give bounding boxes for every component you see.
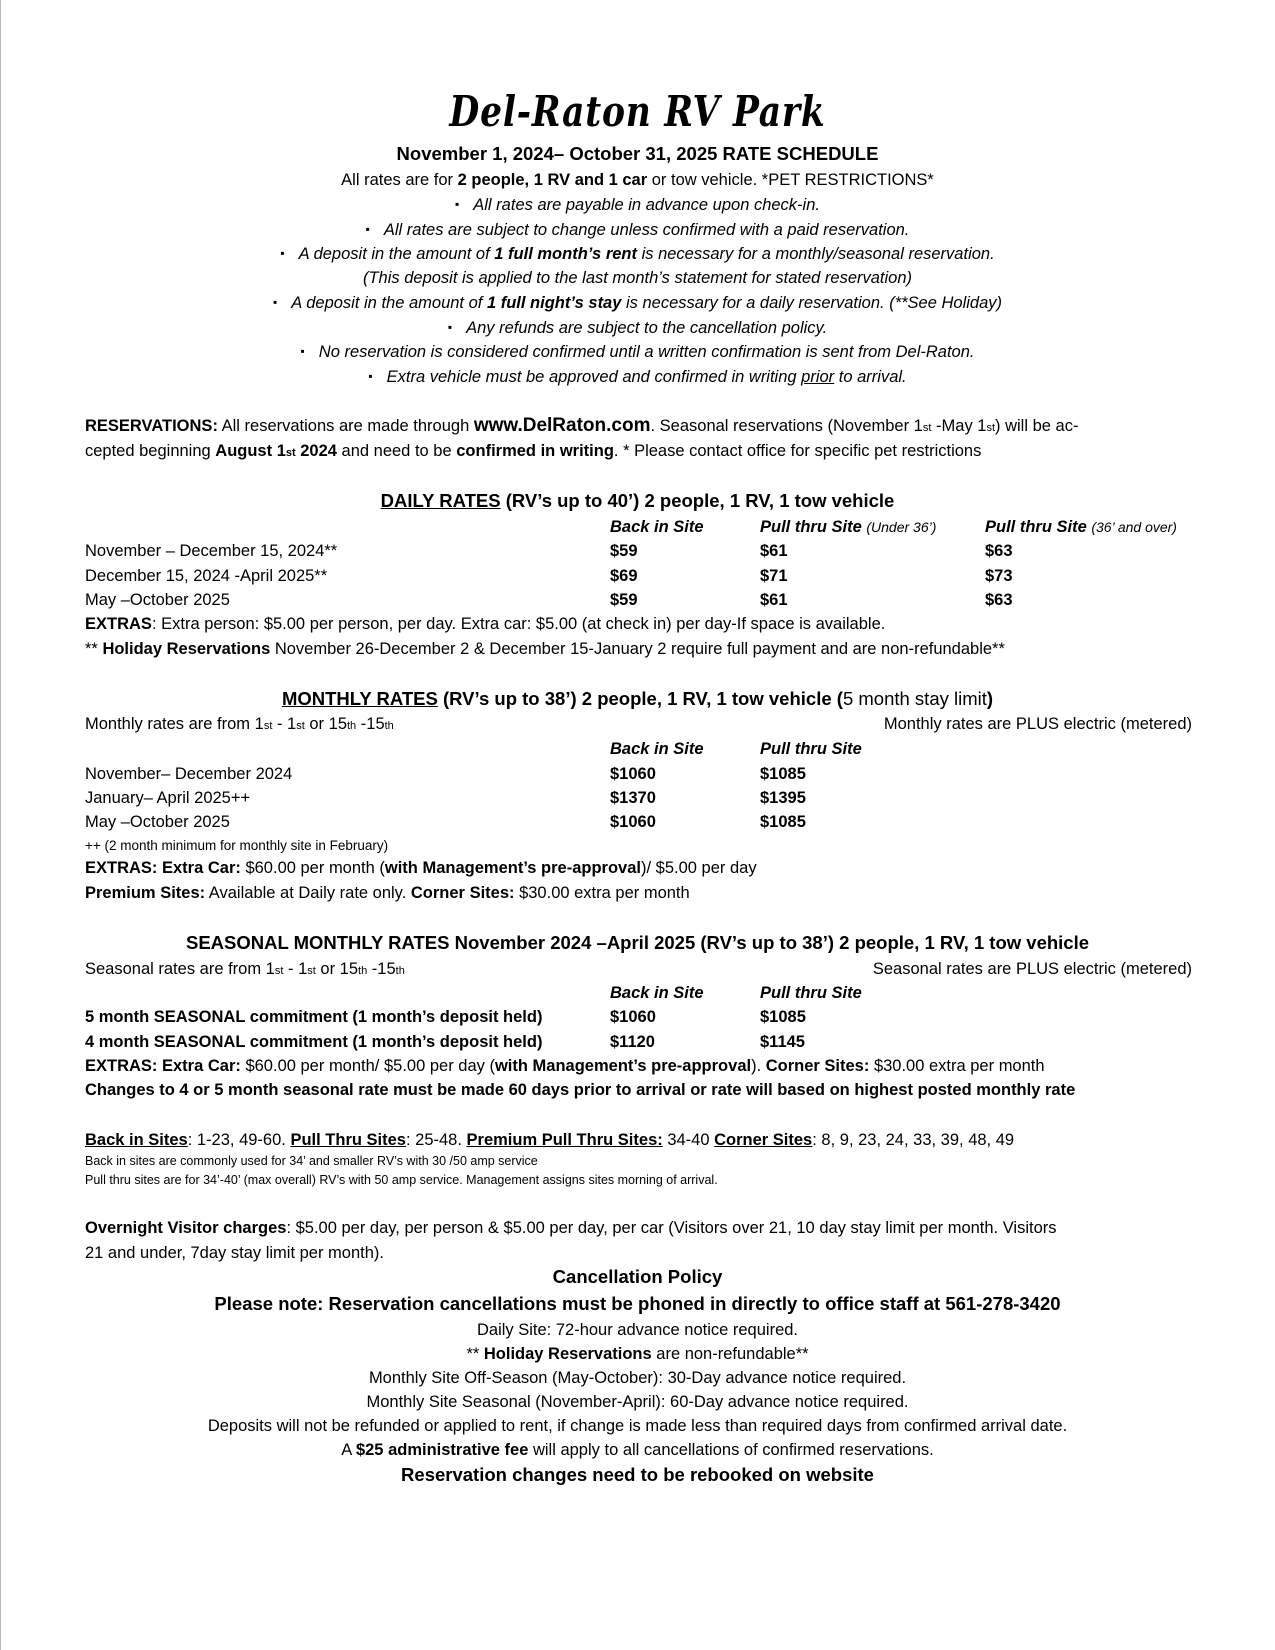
monthly-row: May –October 2025 $1060 $1085: [85, 813, 806, 831]
cancellation-offseason: Monthly Site Off-Season (May-October): 30-Day advance notice required.: [368, 1369, 907, 1387]
cancellation-deposits: Deposits will not be refunded or applied to rent, if change is made less than required days from confirmed arrival date.: [207, 1417, 1068, 1435]
seasonal-row: 4 month SEASONAL commitment (1 month’s deposit held) $1120 $1145: [85, 1033, 805, 1051]
bullet-payable: ▪ All rates are payable in advance upon check-in.: [0, 194, 1275, 215]
deposit-note: (This deposit is applied to the last month’s statement for stated reservation): [362, 269, 913, 287]
reservations-line-2: cepted beginning August 1st 2024 and need to be confirmed in writing. * Please contact office for specific pet restrictions: [85, 442, 982, 460]
visitor-charges-line-1: Overnight Visitor charges: $5.00 per day, per person & $5.00 per day, per car (Visitors over 21, 10 day stay limit per month. Visitors: [85, 1219, 1057, 1237]
daily-extras: EXTRAS: Extra person: $5.00 per person, per day. Extra car: $5.00 (at check in) per day-If space is available.: [85, 615, 886, 633]
cancellation-fee: A $25 administrative fee will apply to all cancellations of confirmed reservations.: [341, 1441, 934, 1459]
daily-row: December 15, 2024 -April 2025** $69 $71 $73: [85, 567, 1013, 585]
monthly-row: November– December 2024 $1060 $1085: [85, 765, 806, 783]
bullet-extra-vehicle: ▪ Extra vehicle must be approved and confirmed in writing prior to arrival.: [0, 366, 1275, 387]
seasonal-rates-heading: SEASONAL MONTHLY RATES November 2024 –April 2025 (RV’s up to 38’) 2 people, 1 RV, 1 tow vehicle: [185, 932, 1090, 953]
cancellation-note: Please note: Reservation cancellations must be phoned in directly to office staff at 561-278-3420: [214, 1293, 1061, 1314]
website-link[interactable]: www.DelRaton.com: [473, 415, 651, 436]
monthly-feb-note: ++ (2 month minimum for monthly site in February): [85, 838, 389, 853]
monthly-rates-heading: MONTHLY RATES (RV’s up to 38’) 2 people, 1 RV, 1 tow vehicle (5 month stay limit): [281, 688, 994, 709]
cancellation-holiday: ** Holiday Reservations are non-refundable**: [466, 1345, 809, 1363]
page-title: Del-Raton RV Park: [449, 87, 826, 136]
daily-row: May –October 2025 $59 $61 $63: [85, 591, 1013, 609]
rebook-note: Reservation changes need to be rebooked on website: [401, 1464, 874, 1485]
daily-rates-heading: DAILY RATES (RV’s up to 40’) 2 people, 1 RV, 1 tow vehicle: [380, 490, 895, 511]
visitor-charges-line-2: 21 and under, 7day stay limit per month).: [85, 1244, 384, 1262]
sites-note-pull: Pull thru sites are for 34’-40’ (max overall) RV’s with 50 amp service. Management assigns sites morning of arrival.: [85, 1173, 718, 1187]
intro-line: All rates are for 2 people, 1 RV and 1 car or tow vehicle. *PET RESTRICTIONS*: [341, 171, 934, 189]
monthly-column-headers: Back in Site Pull thru Site: [610, 740, 862, 758]
sites-note-back: Back in sites are commonly used for 34’ and smaller RV’s with 30 /50 amp service: [85, 1154, 538, 1168]
seasonal-from-line: Seasonal rates are from 1st - 1st or 15th -15th Seasonal rates are PLUS electric (metered): [85, 960, 1192, 978]
seasonal-row: 5 month SEASONAL commitment (1 month’s deposit held) $1060 $1085: [85, 1008, 806, 1026]
reservations-line-1: RESERVATIONS: All reservations are made through www.DelRaton.com. Seasonal reservations (November 1st -May 1st) will be ac-: [85, 415, 1079, 436]
bullet-change: ▪ All rates are subject to change unless confirmed with a paid reservation.: [0, 219, 1275, 240]
daily-holiday-note: ** Holiday Reservations November 26-December 2 & December 15-January 2 require full payment and are non-refundable**: [85, 640, 1005, 658]
daily-row: November – December 15, 2024** $59 $61 $63: [85, 542, 1013, 560]
bullet-deposit-monthly: ▪ A deposit in the amount of 1 full month’s rent is necessary for a monthly/seasonal reservation.: [0, 243, 1275, 264]
seasonal-changes-note: Changes to 4 or 5 month seasonal rate must be made 60 days prior to arrival or rate will based on highest posted monthly rate: [85, 1081, 1076, 1099]
monthly-extras: EXTRAS: Extra Car: $60.00 per month (with Management’s pre-approval)/ $5.00 per day: [85, 859, 757, 877]
bullet-confirmation: ▪ No reservation is considered confirmed until a written confirmation is sent from Del-Raton.: [0, 341, 1275, 362]
seasonal-extras: EXTRAS: Extra Car: $60.00 per month/ $5.00 per day (with Management’s pre-approval). Corner Sites: $30.00 extra per month: [85, 1057, 1045, 1075]
monthly-from-line: Monthly rates are from 1st - 1st or 15th -15th Monthly rates are PLUS electric (metered): [85, 715, 1192, 733]
monthly-row: January– April 2025++ $1370 $1395: [85, 789, 806, 807]
schedule-heading: November 1, 2024– October 31, 2025 RATE SCHEDULE: [396, 143, 879, 164]
cancellation-seasonal: Monthly Site Seasonal (November-April): 60-Day advance notice required.: [366, 1393, 909, 1411]
cancellation-daily: Daily Site: 72-hour advance notice required.: [476, 1321, 799, 1339]
monthly-premium: Premium Sites: Available at Daily rate only. Corner Sites: $30.00 extra per month: [85, 884, 690, 902]
seasonal-column-headers: Back in Site Pull thru Site: [610, 984, 862, 1002]
daily-column-headers: Back in Site Pull thru Site (Under 36’) Pull thru Site (36’ and over): [610, 518, 1177, 536]
bullet-deposit-daily: ▪ A deposit in the amount of 1 full night’s stay is necessary for a daily reservation. (**See Holiday): [0, 292, 1275, 313]
bullet-refunds: ▪ Any refunds are subject to the cancellation policy.: [0, 317, 1275, 338]
site-listing: Back in Sites: 1-23, 49-60. Pull Thru Sites: 25-48. Premium Pull Thru Sites: 34-40 Corner Sites: 8, 9, 23, 24, 33, 39, 48, 49: [85, 1131, 1015, 1149]
cancellation-heading: Cancellation Policy: [552, 1266, 723, 1287]
